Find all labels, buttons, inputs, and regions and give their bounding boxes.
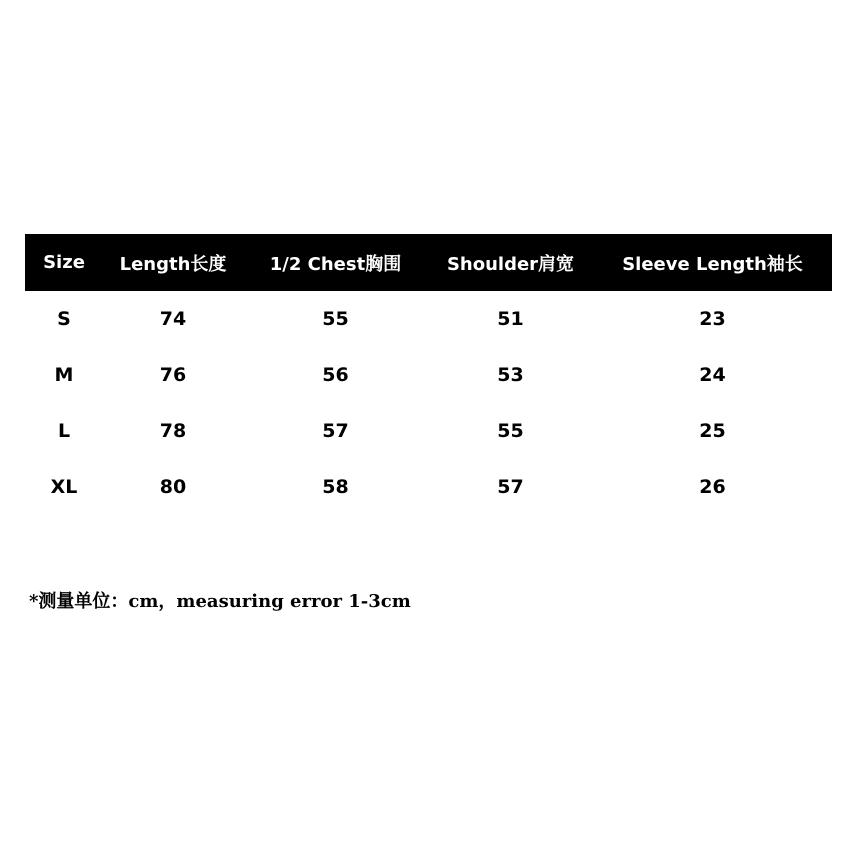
measurement-note: *测量单位：cm，measuring error 1-3cm [29,591,411,612]
cell-shoulder: 51 [497,308,524,330]
table-row [25,291,832,347]
cell-shoulder: 55 [497,420,524,442]
table-row [25,347,832,403]
cell-sleeve-length: 24 [699,364,726,386]
header-row [25,234,832,291]
cell-chest: 56 [322,364,349,386]
cell-size: M [54,364,74,386]
size-chart-table [25,234,832,515]
header-size: Size [25,234,103,291]
table-row [25,403,832,459]
cell-shoulder: 53 [497,364,524,386]
header-chest: 1/2 Chest胸围 [243,234,428,291]
cell-shoulder: 57 [497,476,524,498]
table-header [25,234,832,291]
header-length: Length长度 [103,234,243,291]
cell-chest: 57 [322,420,349,442]
cell-length: 78 [159,420,187,442]
table-row [25,459,832,515]
cell-length: 76 [159,364,187,386]
cell-sleeve-length: 25 [699,420,726,442]
cell-length: 74 [159,308,187,330]
cell-length: 80 [159,476,187,498]
cell-sleeve-length: 23 [699,308,726,330]
header-shoulder: Shoulder肩宽 [428,234,593,291]
cell-chest: 55 [322,308,349,330]
cell-size: S [57,308,71,330]
cell-size: L [57,420,71,442]
cell-sleeve-length: 26 [699,476,726,498]
cell-size: XL [50,476,78,498]
cell-chest: 58 [322,476,349,498]
header-sleeve-length: Sleeve Length袖长 [593,234,832,291]
table-body [25,291,832,515]
